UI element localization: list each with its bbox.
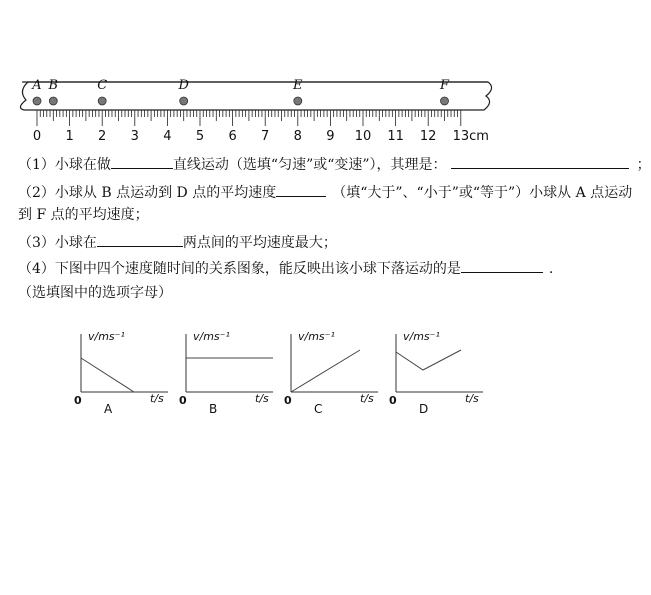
q1-text-mid: 直线运动（选填“匀速”或“变速”），其理是：	[172, 157, 447, 173]
q3-end: 两点间的平均速度最大；	[182, 235, 337, 251]
graph-y-label: v/ms⁻¹	[193, 330, 230, 343]
q1-blank-1[interactable]	[111, 154, 173, 169]
graph-x-label: t/s	[465, 392, 479, 405]
ruler-tick-label: 7	[261, 129, 270, 144]
q4-text: （4）下图中四个速度随时间的关系图象，能反映出该小球下落运动的是	[18, 261, 461, 277]
point-label-e: E	[293, 78, 303, 93]
ball-b	[49, 97, 57, 105]
point-label-a: A	[32, 78, 42, 93]
point-label-c: C	[97, 78, 108, 93]
q4-end: .	[548, 261, 554, 277]
q2-cont-text: 到 F 点的平均速度；	[18, 207, 149, 223]
ball-strip	[20, 82, 491, 110]
ruler-tick-label: 4	[163, 129, 172, 144]
ruler-balls	[33, 97, 449, 105]
q2-blank[interactable]	[276, 182, 326, 197]
q1-text: （1）小球在做	[18, 157, 111, 173]
ruler-tick-label: 0	[32, 129, 42, 144]
ball-c	[98, 97, 106, 105]
graph-option-label: C	[314, 402, 323, 416]
question-2	[18, 182, 632, 202]
ruler-tick-label: 8	[293, 129, 302, 144]
graph-option-label: D	[419, 402, 429, 416]
ruler-tick-label: 13cm	[452, 129, 489, 144]
graph-origin: 0	[74, 394, 82, 407]
ball-a	[33, 97, 41, 105]
graph-y-label: v/ms⁻¹	[298, 330, 335, 343]
graph-origin: 0	[389, 394, 397, 407]
q1-end: ；	[636, 157, 651, 173]
question-4	[18, 258, 553, 278]
ruler-tick-label: 11	[387, 129, 404, 144]
ruler-tick-label: 6	[228, 129, 237, 144]
vt-curve-a	[81, 358, 134, 392]
graph-origin: 0	[284, 394, 292, 407]
graph-origin: 0	[179, 394, 187, 407]
q3-blank[interactable]	[97, 232, 183, 247]
ball-e	[294, 97, 302, 105]
point-label-f: F	[439, 78, 450, 93]
graph-option-label: B	[209, 402, 218, 416]
question-3	[18, 232, 337, 252]
ruler-tick-label: 3	[130, 129, 139, 144]
ball-d	[180, 97, 188, 105]
ruler-tick-label: 2	[98, 129, 107, 144]
q2-text: （2）小球从 B 点运动到 D 点的平均速度	[18, 185, 277, 201]
q4-blank[interactable]	[461, 258, 543, 273]
ball-f	[441, 97, 449, 105]
question-1	[18, 154, 651, 174]
vt-curve-c	[291, 350, 360, 392]
q4-note-text: （选填图中的选项字母）	[18, 285, 172, 301]
point-label-b: B	[48, 78, 59, 93]
graph-y-label: v/ms⁻¹	[403, 330, 440, 343]
graph-x-label: t/s	[150, 392, 164, 405]
ruler-tick-label: 5	[195, 129, 205, 144]
ruler-tick-label: 9	[326, 129, 335, 144]
q2-text-mid: （填“大于”、“小于”或“等于”）小球从 A 点运动	[332, 185, 633, 201]
point-label-d: D	[178, 78, 189, 93]
ruler-tick-label: 1	[65, 129, 74, 144]
question-2-cont	[18, 206, 149, 224]
ruler-ticks	[37, 110, 461, 126]
question-4-note	[18, 284, 172, 302]
ruler-tick-label: 10	[354, 129, 372, 144]
q1-blank-2[interactable]	[451, 154, 629, 169]
q3-text: （3）小球在	[18, 235, 97, 251]
graph-x-label: t/s	[360, 392, 374, 405]
graph-option-label: A	[104, 402, 113, 416]
ruler-figure	[0, 60, 640, 155]
graph-x-label: t/s	[255, 392, 269, 405]
graph-y-label: v/ms⁻¹	[88, 330, 125, 343]
vt-curve-d	[396, 350, 461, 370]
ruler-tick-label: 12	[419, 129, 437, 144]
